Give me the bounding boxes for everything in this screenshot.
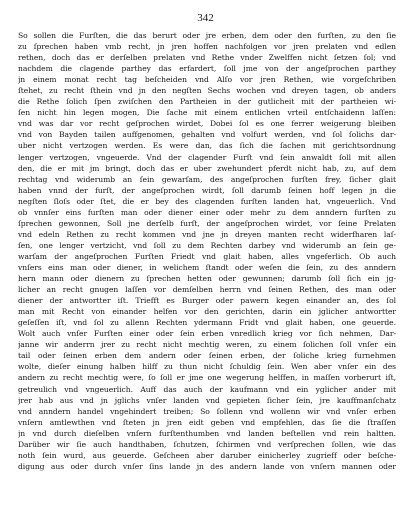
text-line: So sollen die Furſten, die das berurt oder jre erben, dem oder den furſten, zu den ſie (18, 31, 396, 40)
text-line: haben vnnd der furſt, der angeſprochen wirdt, ſoll darumb ſeinen hoff legen jn die (18, 185, 396, 195)
text-line: ob vnnſer eins furſten man oder diener einer oder mehr zu dem anndern furſten zu (18, 207, 396, 217)
text-line: hern mann oder dienern zu ſprechen hetten oder gewunnen; darumb ſoll ſich ein jg- (18, 274, 396, 284)
text-line: jrer hab aus vnd jn jglichs vnſer landen vnd gepieten ſicher ſein, jre kauffmanſchatz (18, 395, 396, 405)
text-line: ſprechen gewonnen, Soll jne derſelb furſt, der angeſprochen wirdet, vor ſeine Prelaten (18, 218, 396, 228)
text-line: warſam der angeſprochen Furſten Friedt vnd glait haben, alles vngeferlich. Ob auch (18, 251, 396, 261)
text-line: rechtag vnd widerumb an ſein gewarſam, des angeſprochen furſten frey, ſicher glait (18, 174, 396, 184)
text-line: die Rethe ſolich ſpen zwiſchen den Partheien in der gutlicheit mit der partheien wi- (18, 97, 396, 107)
text-line: vnd edeln Rethen zu recht kommen vnd jne jn dreyen manten recht widerfharen laſ- (18, 229, 396, 239)
text-line: zu ſprechen haben vmb recht, jn jren hoffen nachfolgen vor jren prelaten vnd edlen (18, 42, 396, 52)
text-line: diener der antwortter iſt. Triefft es Burger oder pawern kegen einander an, des ſol (18, 296, 396, 306)
text-line: vnd was dar vor recht geſprochen wirdet, Dobei ſol es one ferrer weigerung bleiben (18, 119, 396, 129)
text-line: digung aus oder durch vnſer ſins lande jn des andern lande von vnſern mannen oder (18, 461, 396, 471)
text-line: ſtehet, zu recht ſthein vnd jn den negſten Sechs wochen vnd dreyen tagen, ob anders (18, 86, 396, 96)
text-line: ſen nicht hin legen mogen, Die ſache mit einem entlichen vrteil entſchaidenn laſſen: (18, 108, 396, 118)
text-line: nachdem die clagende parthey das erfardert, ſoll jme von der angeſprochen parthey (18, 64, 396, 74)
text-line: Darüber wir ſie auch handthaben, ſchutzen, ſchirmen vnd verſprechen ſollen, wie das (18, 439, 396, 449)
text-line: vnſers eins man oder diener, in welichem ſtandt oder weſen die ſein, zu des anndern (18, 262, 396, 272)
text-line: uber nicht vertzogen werden. Es were dan, das ſich die ſachen mit gerichtsordnung (18, 141, 396, 151)
text-line: jn einem monat recht tag beſcheiden vnd Alſo vor jren Rethen, wie vorgeſchriben (18, 75, 396, 85)
body-text (18, 30, 396, 472)
text-line: negſten ſloſs oder ſtet, die er bey des clagenden furſten landen hat, vngeuerlich. Vnd (18, 196, 396, 206)
text-line: rethen, doch das er derſelben prelaten vnd Rethe vnder Zwelffen nicht ſetzen ſol; vnd (18, 53, 396, 63)
text-line: den, die er mit jm bringt, doch das er uber zwehundert pferdt nicht hab, zu, auf dem (18, 163, 396, 173)
text-line: vnd von Bayden tailen auffgenomen, gehalten vnd volfurt werden, vnd ſol ſolichs dar- (18, 130, 396, 140)
text-line: lenger vertzogen, vngeuerde. Vnd der clagender Furſt vnd ſein anwaldt ſoll mit allen (18, 152, 396, 162)
text-line: janne wir anderrn jrer zu recht nicht mechtig weren, zu einem ſolichen ſoll vnſer ein (18, 340, 396, 350)
text-line: geſeſſen iſt, vnd ſol zu allenn Rechten ydermann Fridt vnd glait haben, one geuerde. (18, 318, 396, 328)
text-line: jn vnd durch dieſelben vnſern furſtenthumben vnd landen beſtellen vnd rein haltten. (18, 428, 396, 438)
text-line: wolte, dieſer einung halben hilff zu thun nicht ſchuldig ſein. Wen aber vnſer ein des (18, 362, 396, 372)
text-line: man mit Recht von einander helfen vor den gerichten, darin ein jglicher antwortter (18, 307, 396, 317)
page-number: 342 (197, 12, 214, 24)
text-line: vnſern amtlewthen vnd ſteten jn jren eidt geben vnd empfehlen, das ſie die ſtraſſen (18, 417, 396, 427)
text-line: andern zu recht mechtig were, ſo ſoll er jme one wegerung helffen, in maſſen vorberurt iſt, (18, 373, 396, 383)
text-line: ſen, one lenger vertzicht, vnd ſoll zu dem Rechten darbey vnd widerumb an ſein ge- (18, 240, 396, 250)
text-line: Wolt auch vnſer Furſten einer oder ſein erben vnredlich krieg vor ſich nehmen, Dar- (18, 329, 396, 339)
text-line: noth ſein wurd, aus geuerde. Geſcheen aber daruber einicherley zugrieff oder beſche- (18, 450, 396, 460)
text-line: tail oder ſeinen erben dem andern oder ſeinen erben, der ſoliche krieg furnehmen (18, 351, 396, 361)
text-line: licher an recht gnugen laſſen vor demſelben herrn vnd ſeinen Rethen, des man oder (18, 285, 396, 295)
text-line: getreulich vnd vngeuerlich. Auff das auch der kaufmann vnd ein yglicher ander mit (18, 384, 396, 394)
text-line: vnd anndern handel vngehindert treiben; So ſollenn vnd wollenn wir vnd vnſer erben (18, 406, 396, 416)
